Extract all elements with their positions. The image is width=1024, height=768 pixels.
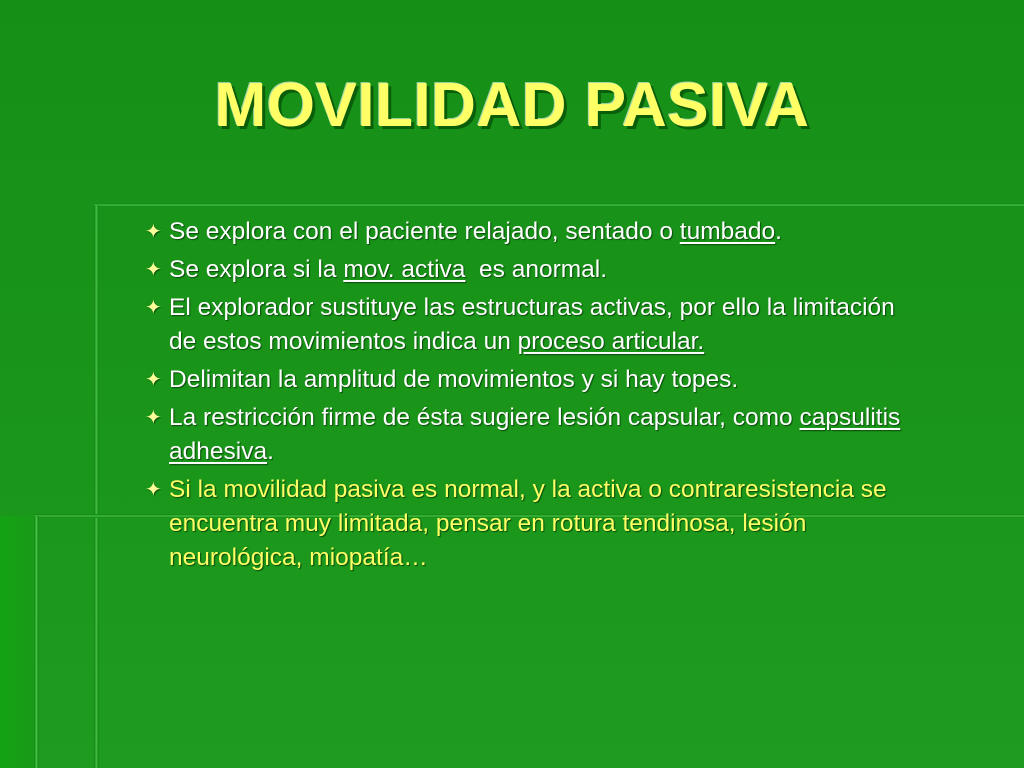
link-proceso-articular[interactable]: proceso articular. <box>517 328 705 355</box>
bullet-text: . <box>267 438 274 465</box>
star-bullet-icon: ✦ <box>145 407 162 429</box>
decorative-frame-line <box>94 205 99 768</box>
bullet-item <box>145 291 915 359</box>
bullet-item <box>145 363 915 397</box>
link-capsulitis-adhesiva[interactable]: capsulitis adhesiva <box>169 404 901 465</box>
bullet-list <box>145 215 915 579</box>
bullet-item-highlighted <box>145 473 915 575</box>
link-mov-activa[interactable]: mov. activa <box>343 256 466 283</box>
star-bullet-icon: ✦ <box>145 259 162 281</box>
bullet-text: es anormal. <box>465 256 608 283</box>
star-bullet-icon: ✦ <box>145 221 162 243</box>
decorative-frame-line <box>34 516 39 768</box>
bullet-text: Se explora si la <box>169 256 344 283</box>
bullet-item <box>145 215 915 249</box>
bullet-text: Si la movilidad pasiva es normal, y la activa o contraresistencia se encuentra muy limitada, pensar en rotura tendinosa, lesión neurológica, miopatía… <box>169 476 887 571</box>
bullet-text: Delimitan la amplitud de movimientos y si hay topes. <box>169 366 739 393</box>
bullet-text: . <box>775 218 782 245</box>
bullet-text: La restricción firme de ésta sugiere lesión capsular, como <box>169 404 800 431</box>
decorative-glow <box>0 516 36 768</box>
link-tumbado[interactable]: tumbado <box>679 218 776 245</box>
bullet-item <box>145 253 915 287</box>
decorative-frame-line <box>94 203 1024 207</box>
bullet-text: El explorador sustituye las estructuras activas, por ello la limitación de estos movimientos indica un <box>169 294 895 355</box>
slide-title: MOVILIDAD PASIVA <box>214 71 810 140</box>
star-bullet-icon: ✦ <box>145 369 162 391</box>
star-bullet-icon: ✦ <box>145 297 162 319</box>
bullet-item <box>145 401 915 469</box>
bullet-text: Se explora con el paciente relajado, sentado o <box>169 218 680 245</box>
star-bullet-icon: ✦ <box>145 479 162 501</box>
